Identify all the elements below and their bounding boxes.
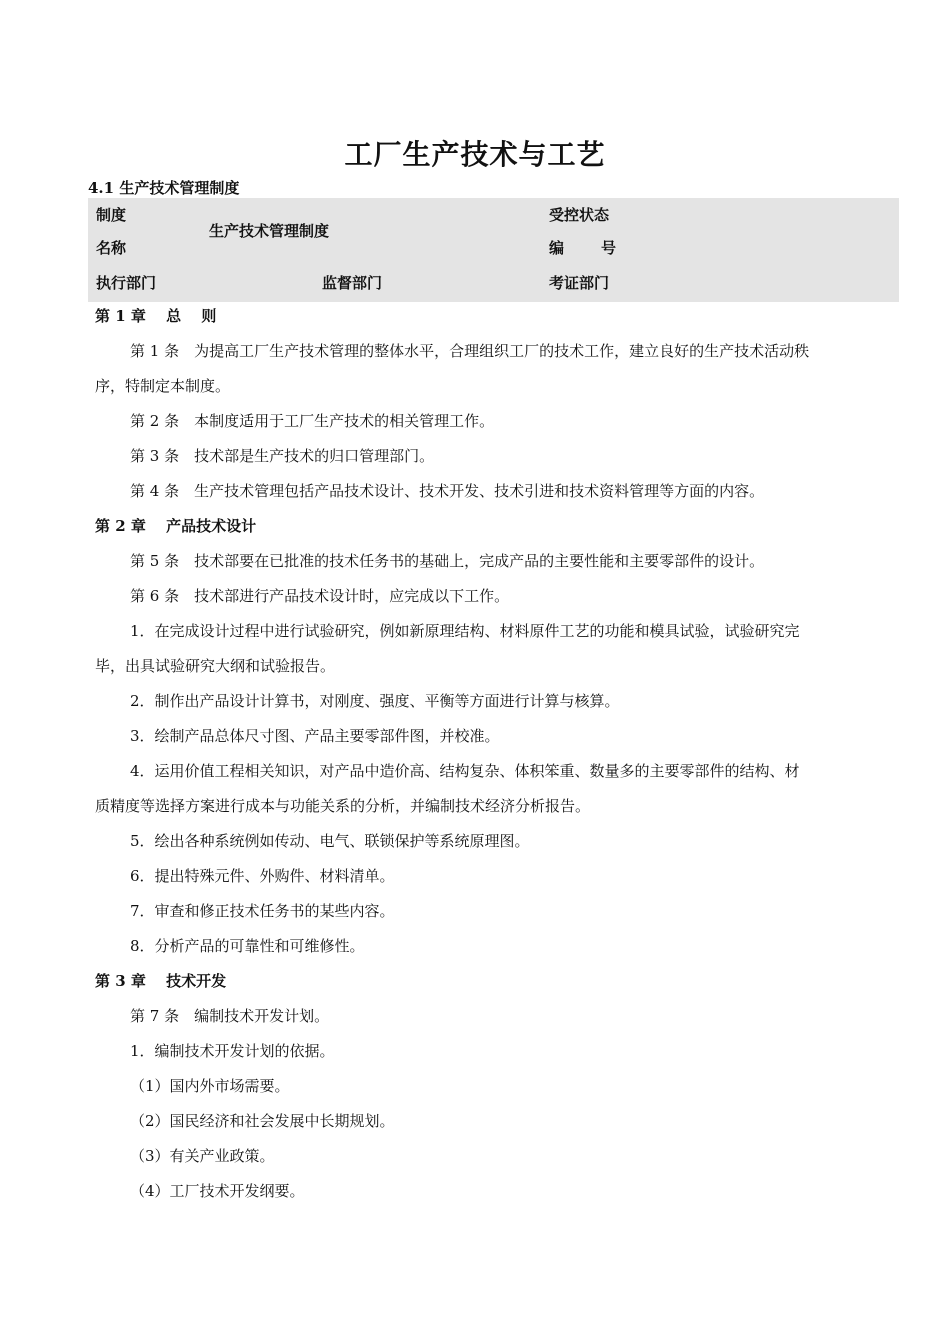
sub-item-line: （2）国民经济和社会发展中长期规划。 (130, 1112, 395, 1130)
continuation-line: 毕，出具试验研究大纲和试验报告。 (95, 657, 336, 675)
meta-label-number-part2: 号 (601, 239, 617, 257)
meta-label-supervise-dept: 监督部门 (322, 274, 383, 292)
meta-label-number-part1: 编 (549, 239, 565, 257)
article-line: 第 3 条 技术部是生产技术的归口管理部门。 (130, 447, 435, 465)
article-line: 第 6 条 技术部进行产品技术设计时，应完成以下工作。 (130, 587, 510, 605)
sub-item-line: （4）工厂技术开发纲要。 (130, 1182, 305, 1200)
sub-item-line: （3）有关产业政策。 (130, 1147, 275, 1165)
article-line: 4．运用价值工程相关知识，对产品中造价高、结构复杂、体积笨重、数量多的主要零部件的结构、材 (130, 762, 800, 780)
article-line: 7．审查和修正技术任务书的某些内容。 (130, 902, 395, 920)
article-line: 2．制作出产品设计计算书，对刚度、强度、平衡等方面进行计算与核算。 (130, 692, 620, 710)
meta-name-value: 生产技术管理制度 (209, 222, 330, 240)
article-line: 第 7 条 编制技术开发计划。 (130, 1007, 330, 1025)
article-line: 5．绘出各种系统例如传动、电气、联锁保护等系统原理图。 (130, 832, 530, 850)
meta-label-exec-dept: 执行部门 (96, 274, 157, 292)
article-line: 第 1 条 为提高工厂生产技术管理的整体水平，合理组织工厂的技术工作，建立良好的生产技术活动秩 (130, 342, 810, 360)
document-meta-table (88, 198, 899, 302)
meta-label-verify-dept: 考证部门 (549, 274, 610, 292)
chapter-heading: 第 3 章 技术开发 (95, 972, 227, 990)
article-line: 第 4 条 生产技术管理包括产品技术设计、技术开发、技术引进和技术资料管理等方面的内容。 (130, 482, 765, 500)
meta-label-control-status: 受控状态 (549, 206, 610, 224)
sub-item-line: （1）国内外市场需要。 (130, 1077, 290, 1095)
chapter-heading: 第 1 章 总 则 (95, 307, 217, 325)
continuation-line: 序，特制定本制度。 (95, 377, 231, 395)
page-title: 工厂生产技术与工艺 (344, 138, 606, 171)
article-line: 第 5 条 技术部要在已批准的技术任务书的基础上，完成产品的主要性能和主要零部件的设计。 (130, 552, 765, 570)
article-line: 3．绘制产品总体尺寸图、产品主要零部件图，并校准。 (130, 727, 500, 745)
article-line: 6．提出特殊元件、外购件、材料清单。 (130, 867, 395, 885)
continuation-line: 质精度等选择方案进行成本与功能关系的分析，并编制技术经济分析报告。 (95, 797, 591, 815)
document-body (95, 299, 895, 1209)
article-line: 1．编制技术开发计划的依据。 (130, 1042, 335, 1060)
chapter-heading: 第 2 章 产品技术设计 (95, 517, 257, 535)
article-line: 8．分析产品的可靠性和可维修性。 (130, 937, 365, 955)
section-heading: 4.1 生产技术管理制度 (88, 179, 240, 197)
article-line: 第 2 条 本制度适用于工厂生产技术的相关管理工作。 (130, 412, 495, 430)
article-line: 1．在完成设计过程中进行试验研究，例如新原理结构、材料原件工艺的功能和模具试验，试验研究完 (130, 622, 800, 640)
meta-label-name-line1: 制度 (96, 206, 127, 224)
meta-label-name-line2: 名称 (96, 239, 127, 257)
